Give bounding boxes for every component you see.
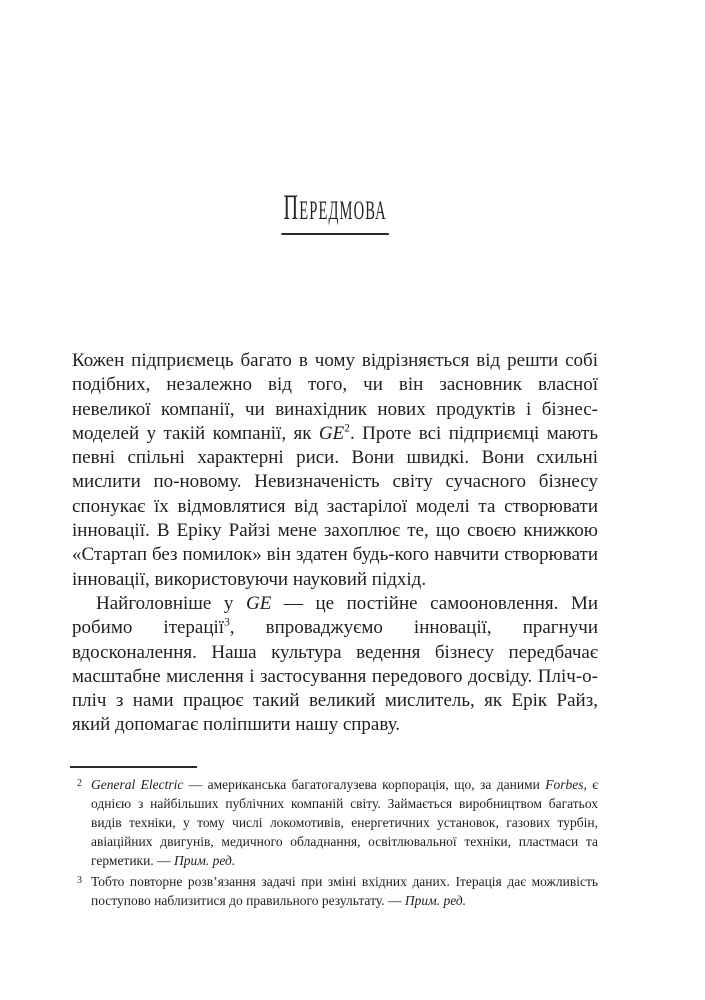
footnote-text: Тобто повторне розв’язання задачі при зміні вхідних даних. Ітерація дає можливість поступово наблизитися до правильного результату. — Прим. ред.	[91, 874, 598, 908]
footnotes-section	[70, 766, 598, 910]
footnote-marker: 2	[77, 778, 82, 789]
footnote-divider	[70, 766, 197, 768]
chapter-title-block	[72, 187, 598, 235]
footnote	[70, 872, 598, 910]
paragraph: Кожен підприємець багато в чому відрізняється від решти собі подібних, незалежно від того, чи він засновник власної невеликої компанії, чи винахідник нових продуктів і бізнес-моделей у такій компанії, як $GE^2$. Проте всі підприємці мають певні спільні характерні риси. Вони швидкі. Вони схильні мислити по-новому. Невизначеність світу сучасного бізнесу спонукає їх відмовлятися від застарілої моделі та створювати інновації. В Еріку Райзі мене захоплює те, що своєю книжкою «Стартап без помилок» він здатен будь-кого навчити створювати інновації, використовуючи науковий підхід.	[72, 350, 599, 590]
footnote-text: General Electric — американська багатогалузева корпорація, що, за даними Forbes, є однією з найбільших публічних компаній світу. Займається виробництвом багатьох видів техніки, у тому числі локомотивів, енергетичних установок, газових турбін, авіаційних двигунів, медичного обладнання, освітлювальної техніки, пластмаси та герметики. — Прим. ред.	[91, 777, 599, 868]
chapter-title: ПЕРЕДМОВА	[281, 190, 389, 235]
paragraph: Найголовніше у GE — це постійне самооновлення. Ми робимо ітерації$^3$, впроваджуємо інновації, прагнучи вдосконалення. Наша культура ведення бізнесу передбачає масштабне мислення і застосування передового досвіду. Пліч-о-пліч з нами працює такий великий мислитель, як Ерік Райз, який допомагає поліпшити нашу справу.	[72, 592, 599, 736]
footnote-marker: 3	[77, 875, 82, 886]
body-text	[72, 349, 598, 738]
footnote	[70, 775, 598, 870]
